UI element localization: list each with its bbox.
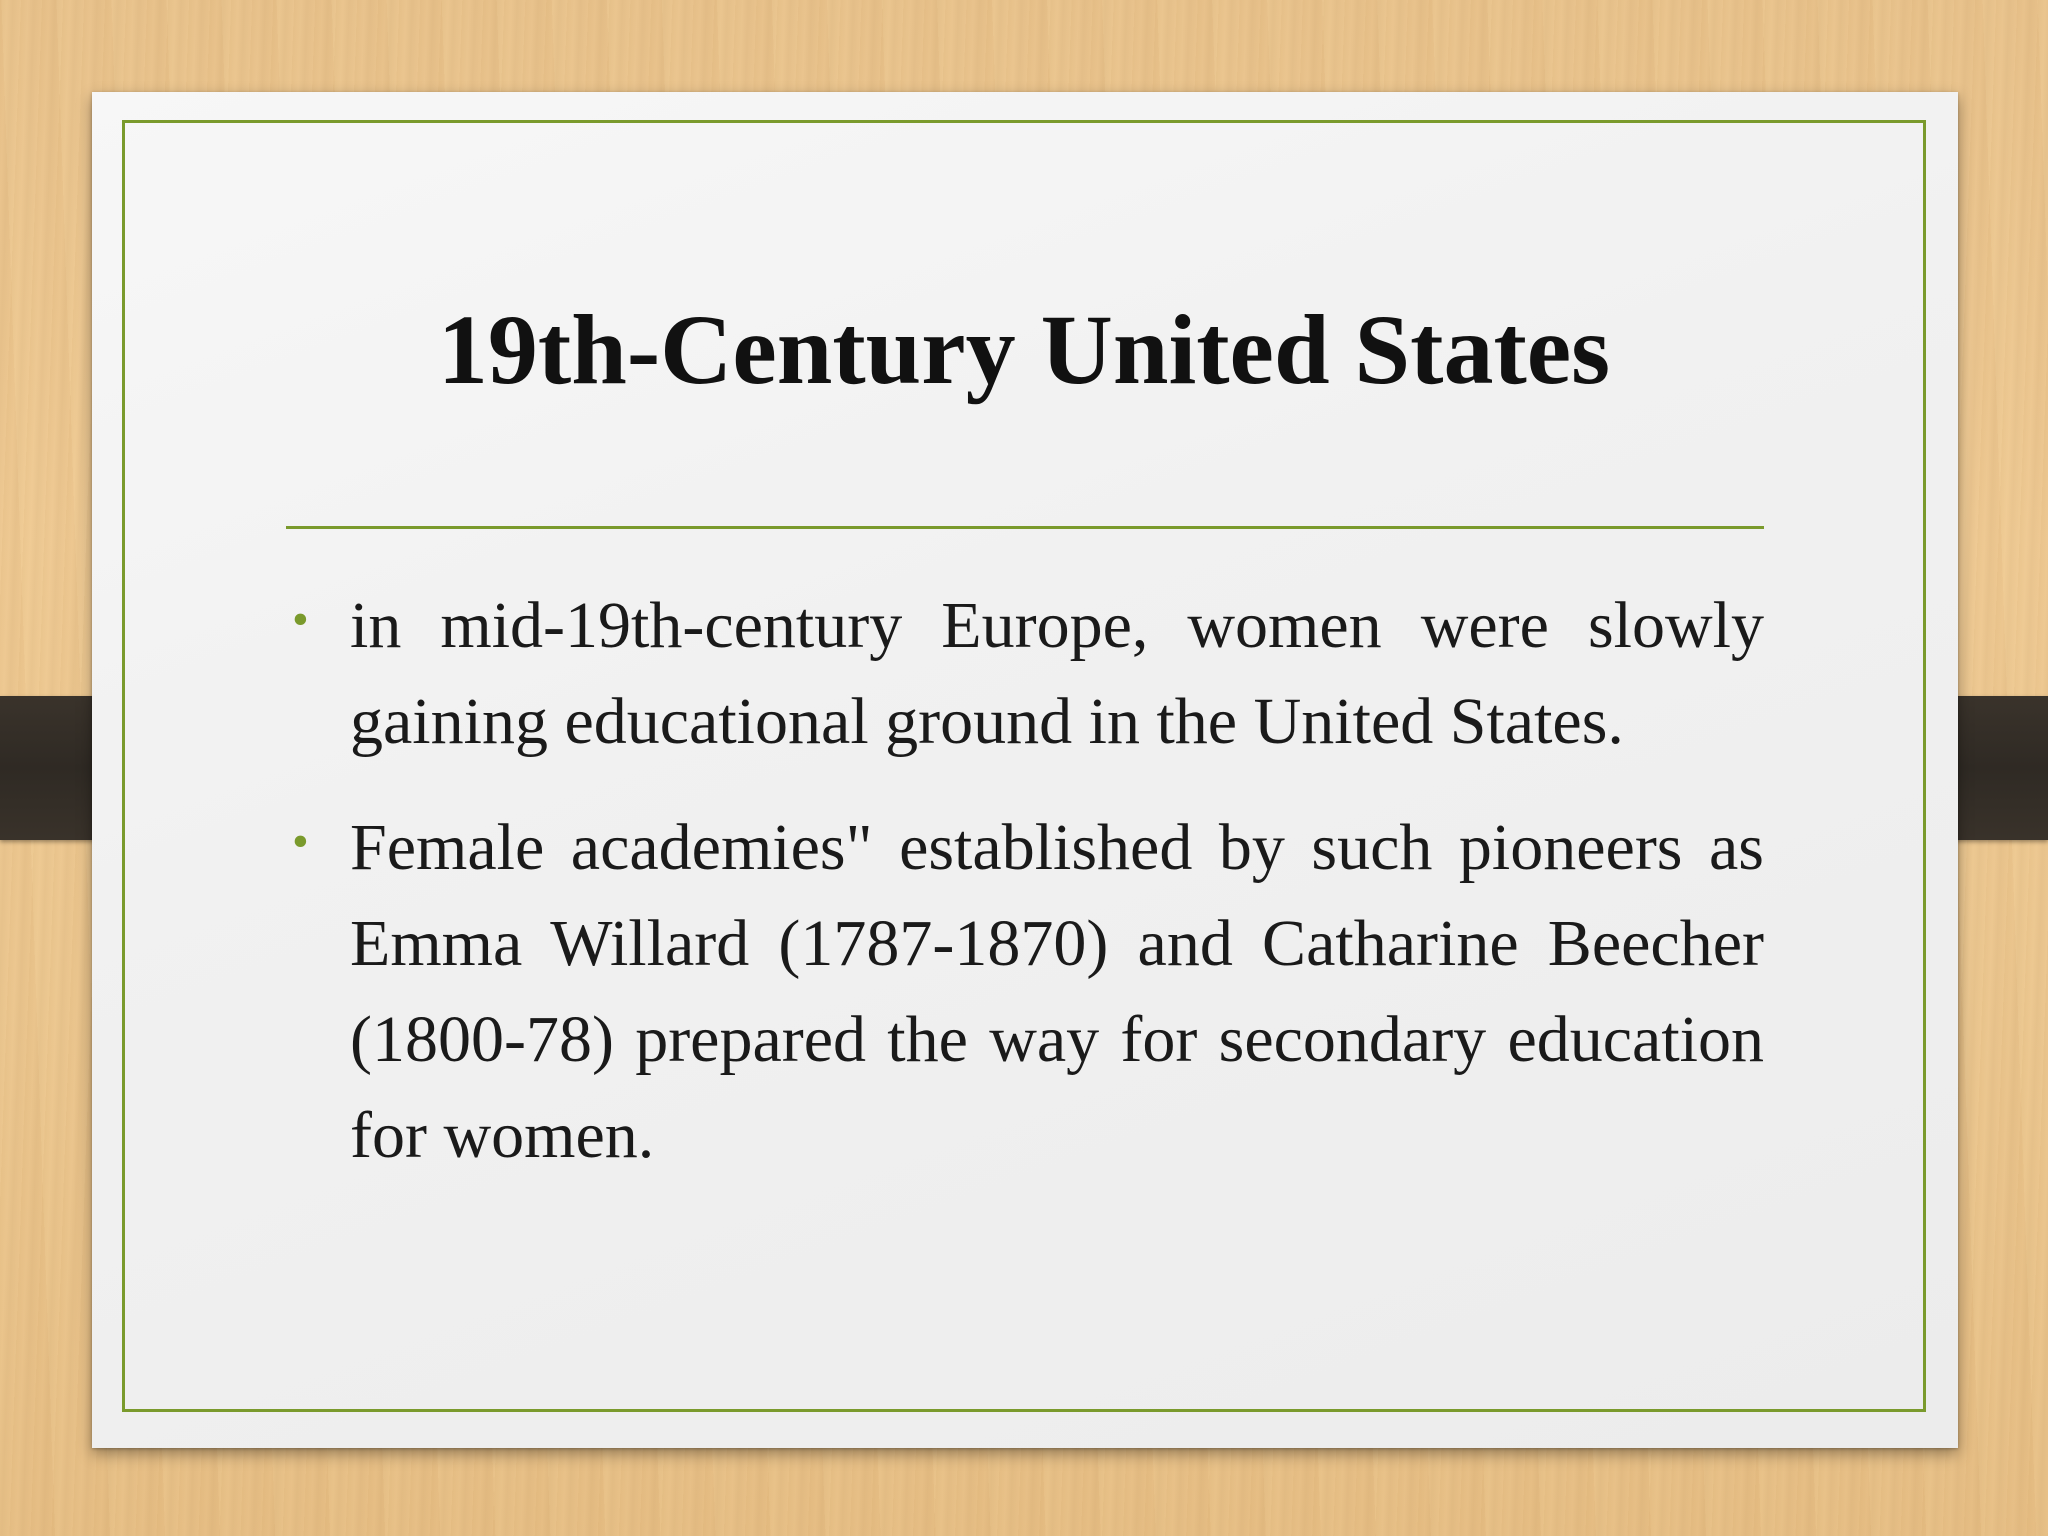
bullet-icon: • [292,593,309,646]
bullet-item [290,800,1764,1184]
slide-title: 19th-Century United States [437,294,1611,405]
bullet-text: Female academies" established by such pioneers as Emma Willard (1787-1870) and Catharine Beecher (1800-78) prepared the way for secondary education for women. [350,811,1764,1172]
bullet-list [290,578,1764,1214]
bullet-text: in mid-19th-century Europe, women were slowly gaining educational ground in the United States. [350,589,1764,758]
bullet-icon: • [292,815,309,868]
title-divider [286,526,1764,529]
bullet-item [290,578,1764,770]
